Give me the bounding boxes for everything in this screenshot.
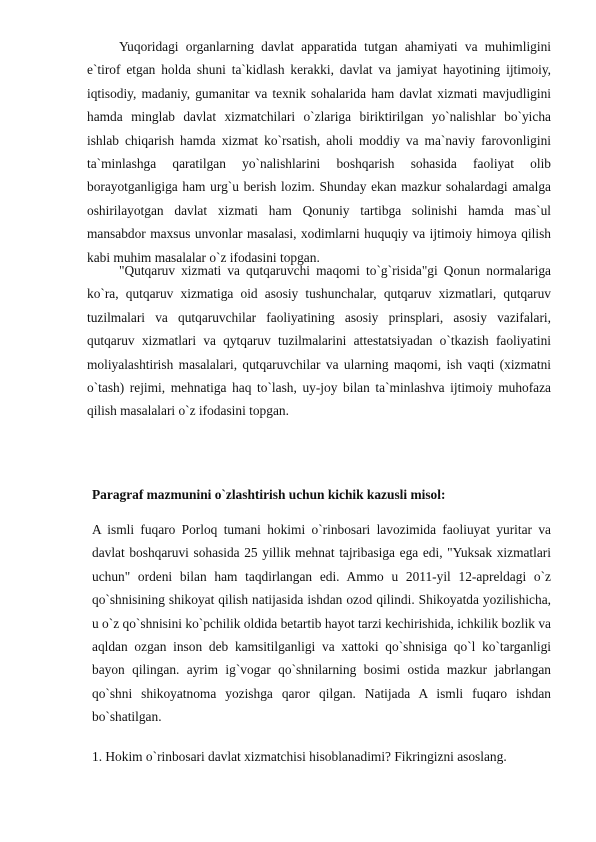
example-heading: Paragraf mazmunini o`zlashtirish uchun kichik kazusli misol: bbox=[92, 487, 446, 502]
paragraph-rescue-service-law: "Qutqaruv xizmati va qutqaruvchi maqomi to`g`risida"gi Qonun normalariga ko`ra, qutqaruv xizmatiga oid asosiy tushunchalar, qutqaruv xizmatlari, qutqaruv tuzilmalari va qutqaruvchilar faoliyatining asosiy prinsplari, asosiy vazifalari, qutqaruv xizmatlari va qytqaruv tuzilmalarini attestatsiyadan o`tkazish faoliyatini moliyalashtirish masalalari, qutqaruvchilar va ularning maqomi, ish vaqti (xizmatni o`tash) rejimi, mehnatiga haq to`lash, uy-joy bilan ta`minlashva ijtimoiy muhofaza qilish masalalari o`z ifodasini topgan. bbox=[87, 263, 551, 419]
question-1: 1. Hokim o`rinbosari davlat xizmatchisi hisoblanadimi? Fikringizni asoslang. bbox=[92, 749, 507, 764]
case-study-text: A ismli fuqaro Porloq tumani hokimi o`rinbosari lavozimida faoliuyat yuritar va davlat boshqaruvi sohasida 25 yillik mehnat tajribasiga ega edi, "Yuksak xizmatlari uchun" ordeni bilan ham taqdirlangan edi. Ammo u 2011-yil 12-apreldagi o`z qo`shnisining shikoyat qilish natijasida ishdan ozod qilindi. Shikoyatda yozilishicha, u o`z qo`shnisini ko`pchilik oldida betartib hayot tarzi kechirishida, ichkilik bozlik va aqldan ozgan inson deb kamsitilganligi va xattoki qo`shnisiga qo`l ko`targanligi bayon qilingan. ayrim ig`vogar qo`shnilarning bosimi ostida mazkur jabrlangan qo`shni shikoyatnoma yozishga qaror qilgan. Natijada A ismli fuqaro ishdan bo`shatilgan. bbox=[92, 522, 551, 725]
paragraph-civil-service: Yuqoridagi organlarning davlat apparatida tutgan ahamiyati va muhimligini e`tirof etgan holda shuni ta`kidlash kerakki, davlat va jamiyat hayotining ijtimoiy, iqtisodiy, madaniy, gumanitar va texnik sohalarida ham davlat xizmati mavjudligini hamda minglab davlat xizmatchilari o`zlariga biriktirilgan yo`nalishlar bo`yicha ishlab chiqarish hamda xizmat ko`rsatish, aholi moddiy va ma`naviy farovonligini ta`minlashga qaratilgan yo`nalishlarini boshqarish sohasida faoliyat olib borayotganligiga ham urg`u berish lozim. Shunday ekan mazkur sohalardagi amalga oshirilayotgan davlat xizmati ham Qonuniy tartibga solinishi hamda mas`ul mansabdor maxsus unvonlar masalasi, xodimlarni huquqiy va ijtimoiy himoya qilish kabi muhim masalalar o`z ifodasini topgan. bbox=[87, 39, 551, 265]
